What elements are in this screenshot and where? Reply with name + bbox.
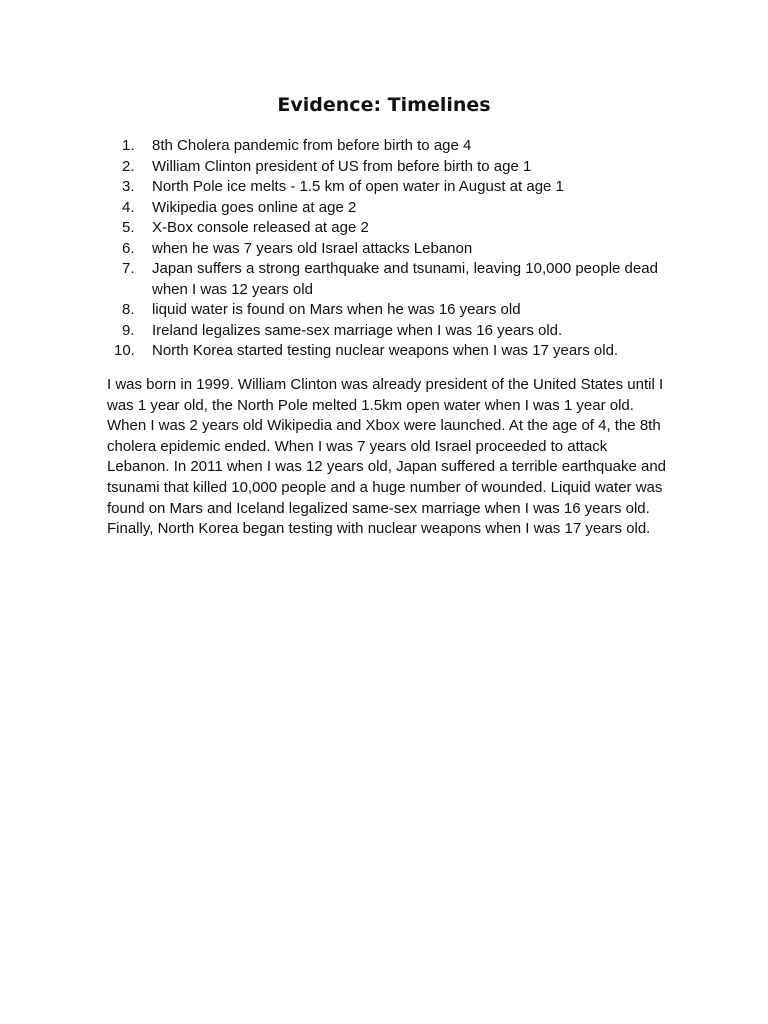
list-item-number: 4. [122, 198, 135, 216]
list-item-number: 5. [122, 219, 135, 236]
list-item-text: North Korea started testing nuclear weapons when I was 17 years old. [152, 342, 619, 359]
list-item [114, 341, 682, 362]
list-item-text: Ireland legalizes same-sex marriage when I was 16 years old. [152, 321, 563, 339]
list-item-text: when he was 7 years old Israel attacks Lebanon [152, 239, 473, 257]
list-item [122, 177, 682, 198]
page-title: Evidence: Timelines [277, 94, 491, 116]
list-item-number: 10. [114, 342, 135, 359]
list-item [122, 300, 682, 321]
list-item [122, 198, 682, 219]
list-item-number: 2. [122, 157, 135, 175]
list-item [122, 239, 682, 260]
list-item-text: Wikipedia goes online at age 2 [152, 198, 357, 216]
list-item [122, 157, 682, 178]
list-item-number: 6. [122, 239, 135, 257]
list-item-number: 7. [122, 260, 135, 277]
list-item-number: 9. [122, 321, 135, 339]
list-item [122, 259, 682, 300]
list-item-number: 1. [122, 137, 135, 154]
list-item-text: William Clinton president of US from before birth to age 1 [152, 157, 532, 175]
list-item-text: X-Box console released at age 2 [152, 219, 369, 236]
list-item-text: 8th Cholera pandemic from before birth to age 4 [152, 137, 472, 154]
list-item [122, 218, 682, 239]
list-item-number: 8. [122, 301, 135, 318]
list-item-number: 3. [122, 178, 135, 195]
list-item-text: liquid water is found on Mars when he was 16 years old [152, 301, 521, 318]
list-item [122, 136, 682, 157]
timeline-list [114, 136, 682, 362]
narrative-paragraph: I was born in 1999. William Clinton was already president of the United States until I was 1 year old, the North Pole melted 1.5km open water when I was 1 year old. When I was 2 years old Wikipedia and Xbox were launched. At the age of 4, the 8th cholera epidemic ended. When I was 7 years old Israel proceeded to attack Lebanon. In 2011 when I was 12 years old, Japan suffered a terrible earthquake and tsunami that killed 10,000 people and a huge number of wounded. Liquid water was found on Mars and Iceland legalized same-sex marriage when I was 16 years old. Finally, North Korea began testing with nuclear weapons when I was 17 years old. [107, 376, 666, 538]
list-item [122, 321, 682, 342]
list-item-text: North Pole ice melts - 1.5 km of open water in August at age 1 [152, 178, 564, 195]
list-item-text: Japan suffers a strong earthquake and tsunami, leaving 10,000 people dead when I was 12 years old [152, 260, 658, 298]
